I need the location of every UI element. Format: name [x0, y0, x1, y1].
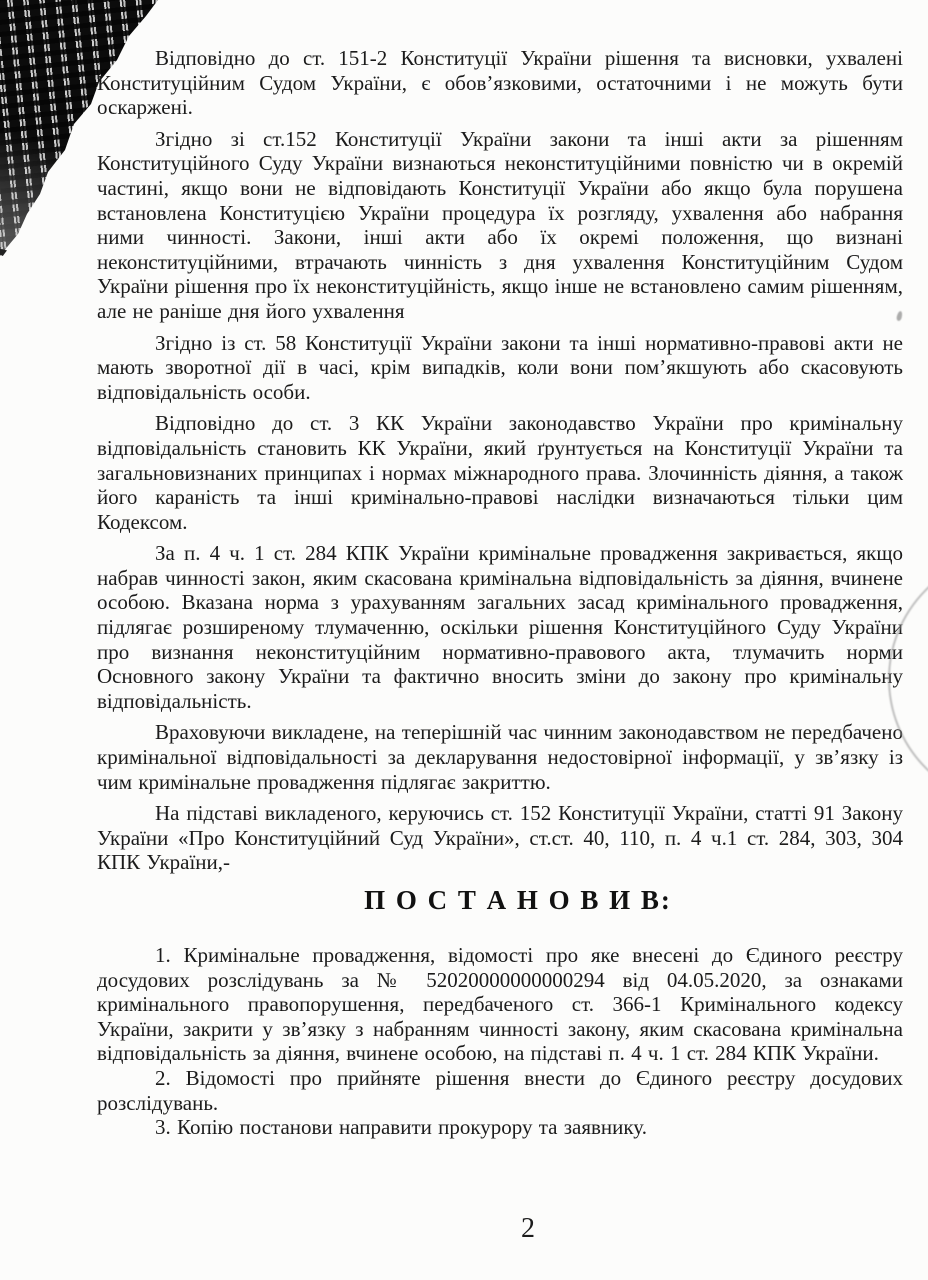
paragraph: За п. 4 ч. 1 ст. 284 КПК України кримінальне провадження закривається, якщо набрав чинності закон, яким скасована кримінальна відповідальність за діяння, вчинене особою. Вказана норма з урахуванням загальних засад кримінального провадження, підлягає розширеному тлумаченню, оскільки рішення Конституційного Суду України про визнання неконституційним нормативно-правового акта, тлумачить норми Основного закону України та фактично вносить зміни до закону про кримінальну відповідальність.: [97, 541, 903, 713]
resolution-item: 3. Копію постанови направити прокурору та заявнику.: [155, 1115, 647, 1140]
paragraph: Відповідно до ст. 3 КК України законодавство України про кримінальну відповідальність становить КК України, який ґрунтується на Конституції України та загальновизнаних принципах і нормах міжнародного права. Злочинність діяння, а також його караність та інші кримінально-правові наслідки визначаються тільки цим Кодексом.: [97, 411, 903, 534]
paragraph: Згідно із ст. 58 Конституції України закони та інші нормативно-правові акти не мають зворотної дії в часі, крім випадків, коли вони пом’якшують або скасовують відповідальність особи.: [97, 330, 903, 404]
resolution-heading: П О С Т А Н О В И В:: [364, 885, 672, 915]
fabric-edge-speck: [0, 249, 7, 256]
resolution-item: 1. Кримінальне провадження, відомості про яке внесені до Єдиного реєстру досудових розслідувань за № 52020000000000294 від 04.05.2020, за ознаками кримінального правопорушення, передбаченого ст. 366-1 Кримінального кодексу України, закрити у зв’язку з набранням чинності закону, яким скасована кримінальна відповідальність за діяння, вчинене особою, на підставі п. 4 ч. 1 ст. 284 КПК України.: [97, 943, 903, 1066]
resolution-items: [97, 943, 903, 1140]
paragraph: Відповідно до ст. 151-2 Конституції України рішення та висновки, ухвалені Конституційним Судом України, є обов’язковими, остаточними і не можуть бути оскаржені.: [97, 46, 903, 120]
page-number: 2: [521, 1213, 535, 1244]
paragraph: На підставі викладеного, керуючись ст. 152 Конституції України, статті 91 Закону України «Про Конституційний Суд України», ст.ст. 40, 110, п. 4 ч.1 ст. 284, 303, 304 КПК України,-: [97, 801, 903, 875]
paragraph: Згідно зі ст.152 Конституції України закони та інші акти за рішенням Конституційного Суду України визнаються неконституційними повністю чи в окремій частині, якщо вони не відповідають Конституції України або якщо була порушена встановлена Конституцією України процедура їх розгляду, ухвалення або набрання ними чинності. Закони, інші акти або їх окремі положення, що визнані неконституційними, втрачають чинність з дня ухвалення Конституційним Судом України рішення про їх неконституційність, якщо інше не встановлено самим рішенням, але не раніше дня його ухвалення: [97, 126, 903, 323]
resolution-item: 2. Відомості про прийняте рішення внести до Єдиного реєстру досудових розслідувань.: [97, 1065, 903, 1115]
document-body: [97, 46, 903, 1140]
paragraph: Враховуючи викладене, на теперішній час чинним законодавством не передбачено кримінальної відповідальності за декларування недостовірної інформації, у зв’язку із чим кримінальне провадження підлягає закриттю.: [97, 720, 903, 794]
